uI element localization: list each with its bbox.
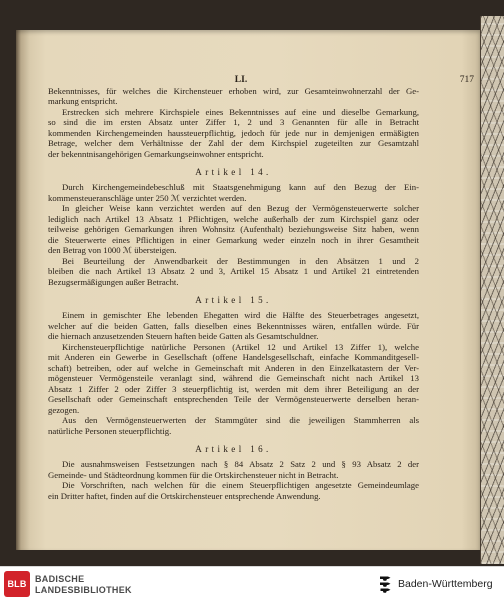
paragraph bbox=[48, 342, 419, 416]
paragraph bbox=[48, 256, 419, 288]
page-number: 717 bbox=[459, 75, 474, 85]
text-line: teilweise gehörigen Gemarkungen ihren Wohnsitz (Aufenthalt) beziehungsweise Sitz haben, wenn bbox=[48, 224, 419, 235]
text-line: den Betrag von 1000 ℳ übersteigen. bbox=[48, 245, 177, 256]
blb-logo[interactable]: BLB bbox=[4, 571, 30, 597]
text-line: Kirchensteuerpflichtige natürliche Personen (Artikel 12 und Artikel 13 Ziffer 1), welche bbox=[62, 341, 419, 352]
text-line: die Steuerwerte eines Pflichtigen in einer Gemarkung weder einzeln noch in ihrer Gesamtheit bbox=[48, 234, 419, 245]
text-line: lediglich nach Artikel 13 Absatz 1 Pflichtigen, welche außerhalb der zum Kirchspiel ganz oder bbox=[48, 213, 419, 224]
text-line: Einem in gemischter Ehe lebenden Ehegatten wird die Hälfte des Steuerbetrages angesetzt, bbox=[62, 310, 419, 321]
state-name[interactable]: Baden-Württemberg bbox=[398, 578, 493, 590]
text-line: In gleicher Weise kann verzichtet werden auf den Bezug der Vermögensteuerwerte solcher bbox=[62, 203, 419, 214]
text-line: kommensteueranschläge unter 250 ℳ verzichtet werden. bbox=[48, 192, 247, 203]
text-line: schaft) betreiben, oder auf welche in Gemeinschaft mit Anderen in den Einzelkatastern der Ver- bbox=[48, 362, 419, 373]
text-line: Aus den Vermögensteuerwerten der Stammgüter sind die jeweiligen Stammherren als bbox=[62, 415, 419, 426]
text-line: Absatz 1 Ziffer 2 oder Ziffer 3 steuerpflichtig ist, werden mit dem ihrer Beteiligung an der bbox=[48, 383, 419, 394]
paragraph bbox=[48, 310, 419, 342]
paragraph bbox=[48, 203, 419, 256]
paragraph bbox=[48, 480, 419, 501]
paragraph bbox=[48, 459, 419, 480]
footer-bar bbox=[0, 566, 504, 601]
text-line: Die Vorschriften, nach welchen für die einem Steuerpflichtigen angesetzte Gemeindeumlage bbox=[62, 480, 419, 491]
text-line: ein Dritter haftet, finden auf die Ortskirchensteuer entsprechende Anwendung. bbox=[48, 490, 321, 501]
text-line: Betrage, welcher dem Verhältnisse der Zahl der dem Kirchspiel zugeteilten zur Gesamtzahl bbox=[48, 138, 419, 149]
text-line: Bezugsermäßigungen außer Betracht. bbox=[48, 276, 179, 287]
text-line: Erstrecken sich mehrere Kirchspiele eines Bekenntnisses auf eine und dieselbe Gemarkung, bbox=[62, 106, 419, 117]
text-line: Die ausnahmsweisen Festsetzungen nach § 84 Absatz 2 Satz 2 und § 93 Absatz 2 der bbox=[62, 459, 419, 470]
text-line: Bekenntnisses, für welches die Kirchensteuer erhoben wird, zur Gesamteinwohnerzahl der Ge- bbox=[48, 85, 419, 96]
marbled-book-edge bbox=[480, 16, 504, 564]
text-line: gezogen. bbox=[48, 404, 80, 415]
text-line: Bei Beurteilung der Anwendbarkeit der Bestimmungen in den Absätzen 1 und 2 bbox=[62, 255, 419, 266]
paragraph bbox=[48, 415, 419, 436]
text-line: mit Anderen ein Gewerbe in Gesellschaft (offene Handelsgesellschaft, einfache Kommanditgesell- bbox=[48, 352, 419, 363]
text-line: Gemeinde- und Städteordnung kommen für die Ortskirchensteuer nicht in Betracht. bbox=[48, 469, 339, 480]
text-line: Durch Kirchengemeindebeschluß mit Staatsgenehmigung kann auf den Bezug der Ein- bbox=[62, 182, 419, 193]
text-line: der bekenntnisangehörigen Gemarkungseinwohner entspricht. bbox=[48, 148, 264, 159]
page-text bbox=[48, 86, 419, 502]
paragraph bbox=[48, 107, 419, 160]
text-line: natürliche Personen steuerpflichtig. bbox=[48, 425, 172, 436]
library-name-line1[interactable]: BADISCHE bbox=[35, 574, 85, 584]
paragraph bbox=[48, 86, 419, 107]
library-name-line2[interactable]: LANDESBIBLIOTHEK bbox=[35, 585, 132, 595]
running-head: LI. bbox=[234, 75, 248, 85]
text-line: bleiben die nach Artikel 13 Absatz 2 und 3, Artikel 15 Absatz 1 und Artikel 21 eintretenden bbox=[48, 266, 419, 277]
paragraph bbox=[48, 182, 419, 203]
article-heading: Artikel 15. bbox=[195, 295, 272, 306]
text-line: markung entspricht. bbox=[48, 96, 118, 107]
text-line: welcher auf die beiden Gatten, falls dieselben eines Bekenntnisses wären, entfallen würde. Für bbox=[48, 320, 419, 331]
text-line: die hiernach anzusetzenden Steuern haften beide Gatten als Gesamtschuldner. bbox=[48, 331, 319, 342]
text-line: kommenden Kirchengemeinden haussteuerpflichtig, jedoch für jede nur in demjenigen ermäßigten bbox=[48, 127, 419, 138]
three-lions-coat-of-arms-icon[interactable] bbox=[378, 575, 394, 593]
article-heading: Artikel 16. bbox=[195, 444, 272, 455]
article-heading: Artikel 14. bbox=[195, 167, 272, 178]
text-line: so sind die im ersten Absatz unter Ziffer 1, 2 und 3 Genannten für alle in Betracht bbox=[48, 117, 419, 128]
text-line: Gesellschaft oder Gemeinschaft entsprechenden Teile der Vermögensteuerwerte derselben heran- bbox=[48, 394, 419, 405]
text-line: mögensteuer Vermögensteile veranlagt sind, während die Gemeinschaft nicht nach Artikel 13 bbox=[48, 373, 419, 384]
